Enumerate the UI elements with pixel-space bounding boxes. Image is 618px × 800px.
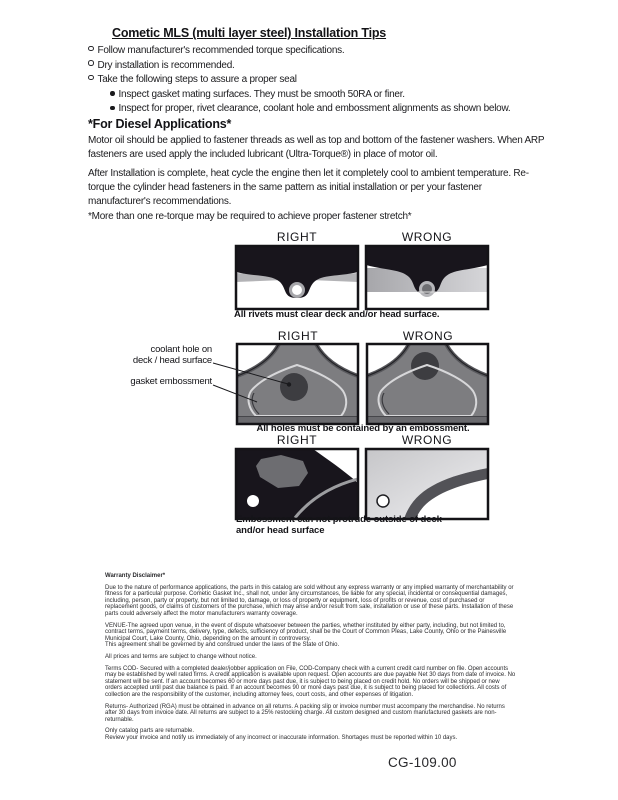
warranty-catalog-parts: Only catalog parts are returnable. [105,728,195,735]
caption-embossment-line1: Embossment can not protrude outside of deck [236,514,442,525]
warranty-venue: VENUE-The agreed upon venue, in the event of dispute whatsoever between the parties, whether instituted by either party, including, but not limited to, contract terms, payment terms, delivery, type, defects, sufficiency of product, shall be the Court of Common Pleas, Lake County, Ohio or the Painesville Municipal Court, Lake County, Ohio, depending on the amount in controversy. [105,622,507,642]
warranty-review-invoice: Review your invoice and notify us immediately of any incorrect or inaccurate information. Shortages must be reported within 10 days. [105,734,458,741]
bullet-proper-seal: Take the following steps to assure a proper seal [88,73,510,88]
bolt-hole-icon [247,495,259,507]
diesel-para-heat-cycle: After Installation is complete, heat cycle the engine then let it completely cool to ambient temperature. Re-torque the cylinder head fasteners in the same pattern as initial installation or per your fastener manufacturer's recommendations. [88,168,529,207]
label-coolant-hole-line2: deck / head surface [132,354,212,366]
warranty-returns: Returns- Authorized (RGA) must be obtained in advance on all returns. A packing slip or invoice number must accompany the merchandise. No returns after 30 days from invoice date. All returns are subject to a 25% restocking charge. All custom designed and custom manufactured gaskets are non-returnable. [105,703,505,723]
rivet-clear-icon [291,284,304,297]
pair1-right-label: RIGHT [276,230,318,244]
label-coolant-hole-line1: coolant hole on [150,344,212,355]
caption-rivets: All rivets must clear deck and/or head surface. [234,309,440,320]
diagram-hole-wrong [367,344,488,424]
bullet-torque-specs: Follow manufacturer's recommended torque specifications. [88,44,510,59]
page-title: Cometic MLS (multi layer steel) Installation Tips [112,26,387,40]
sub-bullet-mating-surfaces: Inspect gasket mating surfaces. They must be smooth 50RA or finer. [110,88,510,103]
caption-embossment-line2: and/or head surface [236,524,325,536]
footer-part-code: CG-109.00 [388,755,457,770]
bullet-dry-install: Dry installation is recommended. [88,59,510,74]
diesel-para-motor-oil: Motor oil should be applied to fastener threads as well as top and bottom of the fastener washers. When ARP fasteners are used apply the included lubricant (Ultra-Torque®) in place of motor oil. [88,135,545,160]
warranty-prices: All prices and terms are subject to change without notice. [105,653,257,660]
pair2-wrong-label: WRONG [402,329,454,343]
caption-holes: All holes must be contained by an embossment. [256,423,470,434]
warranty-block [105,573,517,741]
bolt-hole-icon [377,495,389,507]
sub-bullet-alignments: Inspect for proper, rivet clearance, coolant hole and embossment alignments as shown below. [110,102,510,117]
pair3-right-label: RIGHT [276,433,318,447]
warranty-venue-law: This agreement shall be governed by and construed under the laws of the State of Ohio. [105,642,340,649]
diesel-heading: *For Diesel Applications* [88,117,232,131]
diagram-rivet-wrong [366,246,488,309]
caption-embossment [236,515,442,536]
coolant-hole-icon [280,373,308,401]
label-gasket-embossment: gasket embossment [130,376,212,387]
diagram-rivet-right [236,246,358,309]
label-coolant-hole [110,345,212,366]
pair1-wrong-label: WRONG [401,230,453,244]
rivet-interference-icon [421,283,434,296]
pair2-right-label: RIGHT [277,329,319,343]
diagram-hole-right [237,344,358,424]
pair3-wrong-label: WRONG [401,433,453,447]
warranty-heading: Warranty Disclaimer* [105,573,166,579]
warranty-liability: Due to the nature of performance applications, the parts in this catalog are sold without any express warranty or any implied warranty of merchantability or fitness for a particular purpose. Cometic Gasket Inc., shall not, under any circumstances, be liable for any special, incidental or consequential damages, including, person, party or property, but not limited to, damage, or loss of property or equipment, loss of profits or revenue, cost of purchased or replacement goods, or claims of customers of the purchase, which may arise and/or result from sale, installation or use of these parts. Installation of these parts could adversely affect the motor manufacturers warranty coverage. [105,584,514,617]
retorque-note: *More than one re-torque may be required to achieve proper fastener stretch* [88,211,412,222]
diagram-embossment-right [236,449,358,519]
diagram-embossment-wrong [366,449,488,519]
warranty-terms-cod: Terms COD- Secured with a completed dealer/jobber application on File, COD-Company check with a current credit card number on file. Open accounts may be established by well rated firms. A credit application is available upon request. Open accounts are due payable Net 30 days from date of invoice. No statement will be sent. If an account becomes 60 or more days past due, it is subject to being placed on credit hold. No orders will be shipped or new orders accepted until past due balance is paid. If an account becomes 90 or more days past due, it is subject to being placed for collections. All costs of collection are the responsibility of the customer, including attorney fees, court costs, and other expenses of litigation. [105,665,516,698]
tips-bullet-list [88,44,510,117]
